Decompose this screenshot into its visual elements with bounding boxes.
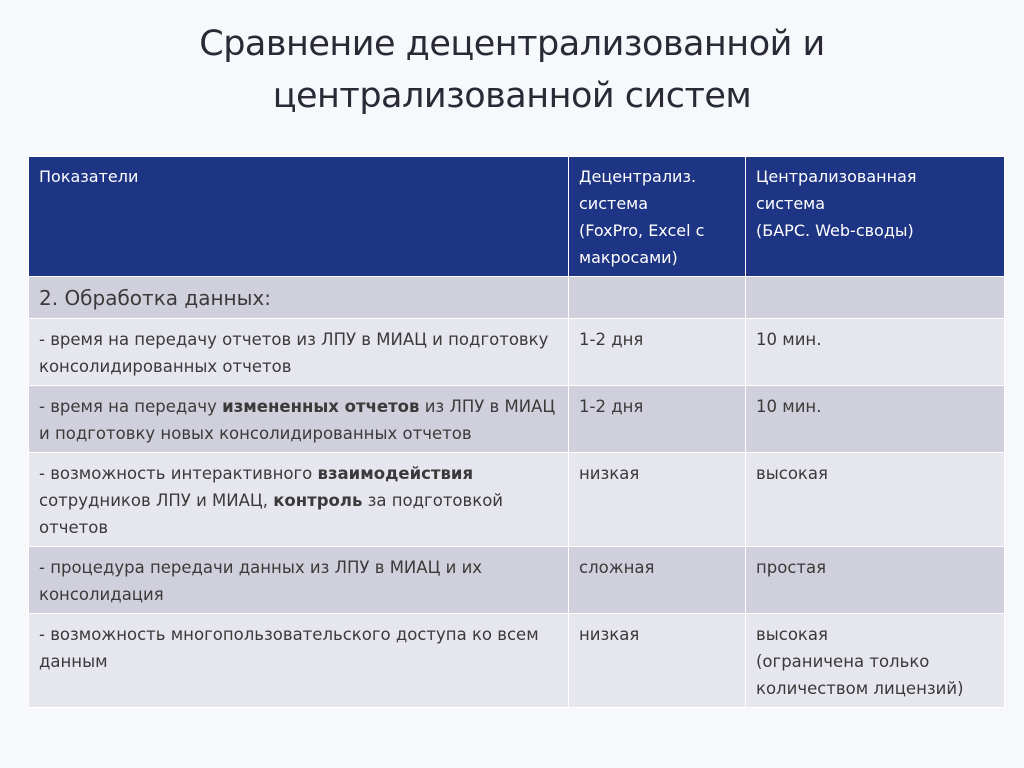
row-label xyxy=(29,614,569,708)
section-row xyxy=(29,277,1005,319)
row-decentralized-value: сложная xyxy=(569,547,746,614)
row-label-text: за подготовкой отчетов xyxy=(39,491,504,537)
table-header-row xyxy=(29,157,1005,277)
row-label-emphasis: взаимодействия xyxy=(317,464,474,483)
header-centralized-line: (БАРС. Web-своды) xyxy=(756,221,914,240)
row-label-text: - время на передачу xyxy=(39,397,223,416)
table-row xyxy=(29,547,1005,614)
header-centralized-line: Централизованная xyxy=(756,167,917,186)
header-indicators xyxy=(29,157,569,277)
row-label-text: - возможность интерактивного xyxy=(39,464,318,483)
row-centralized-line: высокая xyxy=(756,625,828,644)
table-row xyxy=(29,386,1005,453)
header-decentralized-line: система xyxy=(579,194,649,213)
row-label-text: из ЛПУ в МИАЦ и подготовку новых консолидированных отчетов xyxy=(39,397,556,443)
page-title-line-2: централизованной систем xyxy=(272,76,752,116)
row-decentralized-value: 1-2 дня xyxy=(569,386,746,453)
row-centralized-value: 10 мин. xyxy=(746,319,1005,386)
row-label-text: - процедура передачи данных из ЛПУ в МИАЦ и их консолидация xyxy=(39,558,483,604)
table-row xyxy=(29,319,1005,386)
row-label-text: - время на передачу отчетов из ЛПУ в МИАЦ и подготовку консолидированных отчетов xyxy=(39,330,549,376)
row-centralized-value: 10 мин. xyxy=(746,386,1005,453)
comparison-table xyxy=(28,156,1005,708)
header-decentralized xyxy=(569,157,746,277)
row-decentralized-value: 1-2 дня xyxy=(569,319,746,386)
page-title-line-1: Сравнение децентрализованной и xyxy=(199,24,825,64)
row-centralized-value xyxy=(746,614,1005,708)
row-label-text: - возможность многопользовательского доступа ко всем данным xyxy=(39,625,539,671)
row-label xyxy=(29,453,569,547)
header-decentralized-line: макросами) xyxy=(579,248,678,267)
row-label xyxy=(29,386,569,453)
row-centralized-value: простая xyxy=(746,547,1005,614)
header-decentralized-line: (FoxPro, Excel с xyxy=(579,221,705,240)
table-row xyxy=(29,453,1005,547)
header-decentralized-line: Децентрализ. xyxy=(579,167,697,186)
row-decentralized-value: низкая xyxy=(569,453,746,547)
header-indicators-label: Показатели xyxy=(39,167,139,186)
header-centralized xyxy=(746,157,1005,277)
page-title xyxy=(0,18,1024,122)
row-centralized-value: высокая xyxy=(746,453,1005,547)
row-centralized-line: (ограничена только количеством лицензий) xyxy=(756,652,964,698)
table-row xyxy=(29,614,1005,708)
row-label xyxy=(29,547,569,614)
header-centralized-line: система xyxy=(756,194,826,213)
section-cell-centralized xyxy=(746,277,1005,319)
row-decentralized-value: низкая xyxy=(569,614,746,708)
row-label-emphasis: измененных отчетов xyxy=(222,397,420,416)
section-label: 2. Обработка данных: xyxy=(29,277,569,319)
section-cell-decentralized xyxy=(569,277,746,319)
row-label-text: сотрудников ЛПУ и МИАЦ, xyxy=(39,491,274,510)
row-label-emphasis: контроль xyxy=(273,491,363,510)
row-label xyxy=(29,319,569,386)
